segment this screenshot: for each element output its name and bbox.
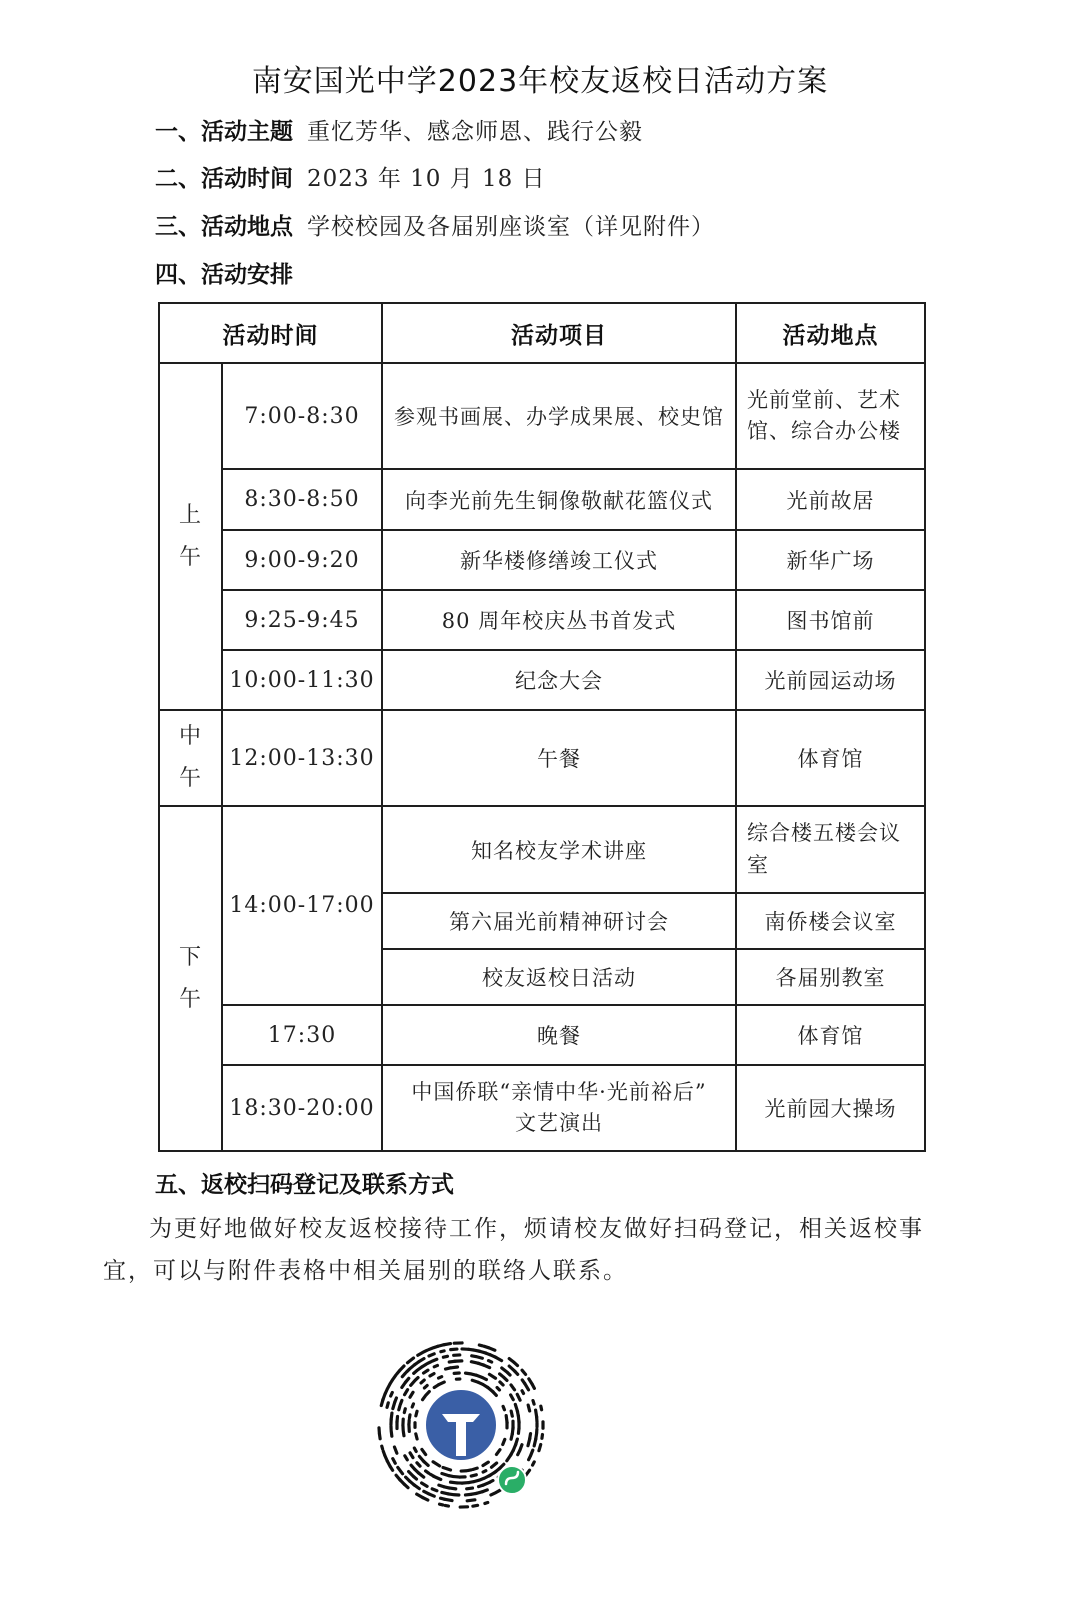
row-time: 12:00-13:30: [222, 710, 382, 806]
row-item: 向李光前先生铜像敬献花篮仪式: [382, 469, 736, 530]
table-row: [159, 1005, 925, 1065]
section-schedule: [155, 256, 293, 289]
table-row: [159, 590, 925, 650]
row-place: 新华广场: [736, 530, 925, 590]
row-item: 80 周年校庆丛书首发式: [382, 590, 736, 650]
row-item: [382, 1065, 736, 1151]
row-time: 18:30-20:00: [222, 1065, 382, 1151]
period-noon: 中 午: [159, 710, 222, 806]
section-time: [155, 160, 546, 193]
row-item: 午餐: [382, 710, 736, 806]
header-place: 活动地点: [736, 303, 925, 363]
section-time-label: 二、活动时间: [155, 166, 293, 192]
table-row: [159, 530, 925, 590]
section-contact: [155, 1166, 454, 1199]
table-row: [159, 363, 925, 469]
section-theme-label: 一、活动主题: [155, 119, 293, 145]
row-item-line1: 中国侨联“亲情中华·光前裕后”: [411, 1079, 707, 1104]
table-header-row: [159, 303, 925, 363]
table-row: [159, 650, 925, 710]
row-place: 体育馆: [736, 710, 925, 806]
row-place: 光前园大操场: [736, 1065, 925, 1151]
row-place: 南侨楼会议室: [736, 893, 925, 949]
row-time: 10:00-11:30: [222, 650, 382, 710]
table-row: [159, 710, 925, 806]
header-time: 活动时间: [159, 303, 382, 363]
row-item: 知名校友学术讲座: [382, 806, 736, 893]
section-place: [155, 208, 715, 241]
schedule-table: [158, 302, 926, 1152]
row-time: 9:25-9:45: [222, 590, 382, 650]
row-time: 17:30: [222, 1005, 382, 1065]
row-place: 综合楼五楼会议室: [736, 806, 925, 893]
row-place: 体育馆: [736, 1005, 925, 1065]
row-item: 纪念大会: [382, 650, 736, 710]
row-time: 7:00-8:30: [222, 363, 382, 469]
period-morning: 上 午: [159, 363, 222, 710]
row-item: 参观书画展、办学成果展、校史馆: [382, 363, 736, 469]
section-theme-value: 重忆芳华、感念师恩、践行公毅: [307, 119, 643, 145]
contact-paragraph: 为更好地做好校友返校接待工作，烦请校友做好扫码登记，相关返校事宜，可以与附件表格中相关届别的联络人联系。: [103, 1216, 924, 1284]
row-item: 第六届光前精神研讨会: [382, 893, 736, 949]
row-place: 光前堂前、艺术馆、综合办公楼: [736, 363, 925, 469]
page-title: 南安国光中学2023年校友返校日活动方案: [251, 64, 829, 99]
row-item: 晚餐: [382, 1005, 736, 1065]
row-time: 8:30-8:50: [222, 469, 382, 530]
section-schedule-label: 四、活动安排: [155, 262, 293, 288]
table-row: [159, 469, 925, 530]
row-place: 各届别教室: [736, 949, 925, 1005]
qr-code[interactable]: [376, 1340, 546, 1510]
row-time: 9:00-9:20: [222, 530, 382, 590]
row-item: 校友返校日活动: [382, 949, 736, 1005]
table-row: [159, 1065, 925, 1151]
header-item: 活动项目: [382, 303, 736, 363]
section-theme: [155, 113, 643, 146]
section-contact-label: 五、返校扫码登记及联系方式: [155, 1172, 454, 1198]
row-item-line2: 文艺演出: [515, 1111, 603, 1135]
row-time: 14:00-17:00: [222, 806, 382, 1005]
row-place: 光前园运动场: [736, 650, 925, 710]
row-place: 图书馆前: [736, 590, 925, 650]
section-time-value: 2023 年 10 月 18 日: [307, 166, 546, 192]
row-item: 新华楼修缮竣工仪式: [382, 530, 736, 590]
section-place-label: 三、活动地点: [155, 214, 293, 240]
row-place: 光前故居: [736, 469, 925, 530]
section-place-value: 学校校园及各届别座谈室（详见附件）: [307, 214, 715, 240]
table-row: [159, 806, 925, 893]
period-afternoon: 下 午: [159, 806, 222, 1151]
wechat-mini-program-code-icon[interactable]: [376, 1340, 546, 1510]
